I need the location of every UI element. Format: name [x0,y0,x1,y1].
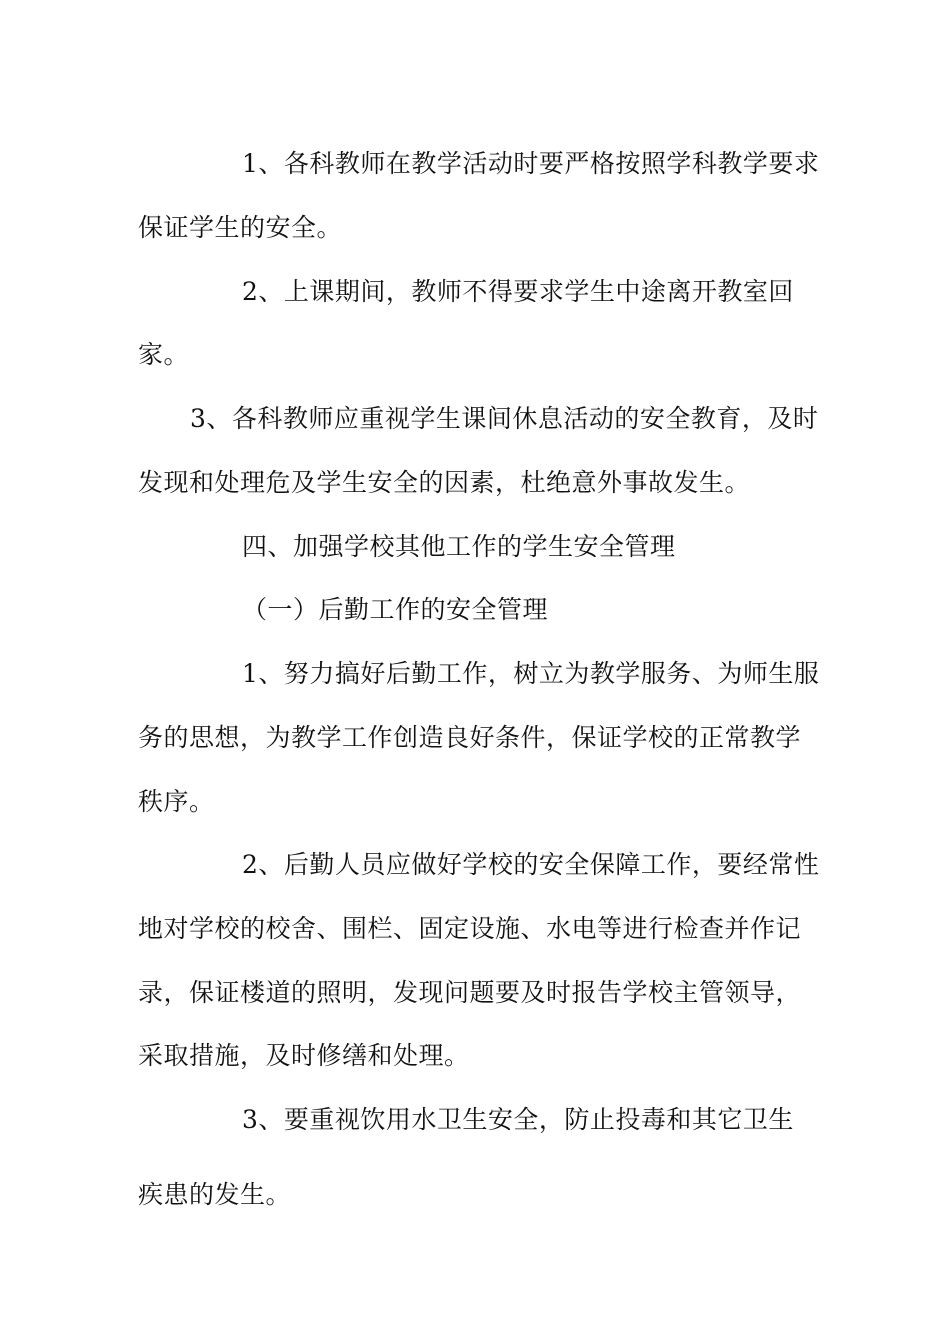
text-line: 3、各科教师应重视学生课间休息活动的安全教育，及时 [190,404,819,433]
text-line: 家。 [138,340,190,369]
subsection-heading: （一）后勤工作的安全管理 [242,595,549,624]
text-line: 1、努力搞好后勤工作，树立为教学服务、为师生服 [242,659,820,688]
text-line: 务的思想，为教学工作创造良好条件，保证学校的正常教学 [138,723,802,752]
text-line: 发现和处理危及学生安全的因素，杜绝意外事故发生。 [138,468,751,497]
text-line: 1、各科教师在教学活动时要严格按照学科教学要求 [242,149,820,178]
text-line: 2、上课期间，教师不得要求学生中途离开教室回 [242,277,794,306]
text-line: 秩序。 [138,787,215,816]
text-line: 地对学校的校舍、围栏、固定设施、水电等进行检查并作记 [138,914,802,943]
text-line: 3、要重视饮用水卫生安全，防止投毒和其它卫生 [242,1105,794,1134]
text-line: 保证学生的安全。 [138,213,343,242]
text-line: 疾患的发生。 [138,1180,292,1209]
text-line: 录，保证楼道的照明，发现问题要及时报告学校主管领导， [138,978,802,1007]
section-heading: 四、加强学校其他工作的学生安全管理 [242,532,676,561]
text-line: 采取措施，及时修缮和处理。 [138,1041,470,1070]
text-line: 2、后勤人员应做好学校的安全保障工作，要经常性 [242,850,820,879]
